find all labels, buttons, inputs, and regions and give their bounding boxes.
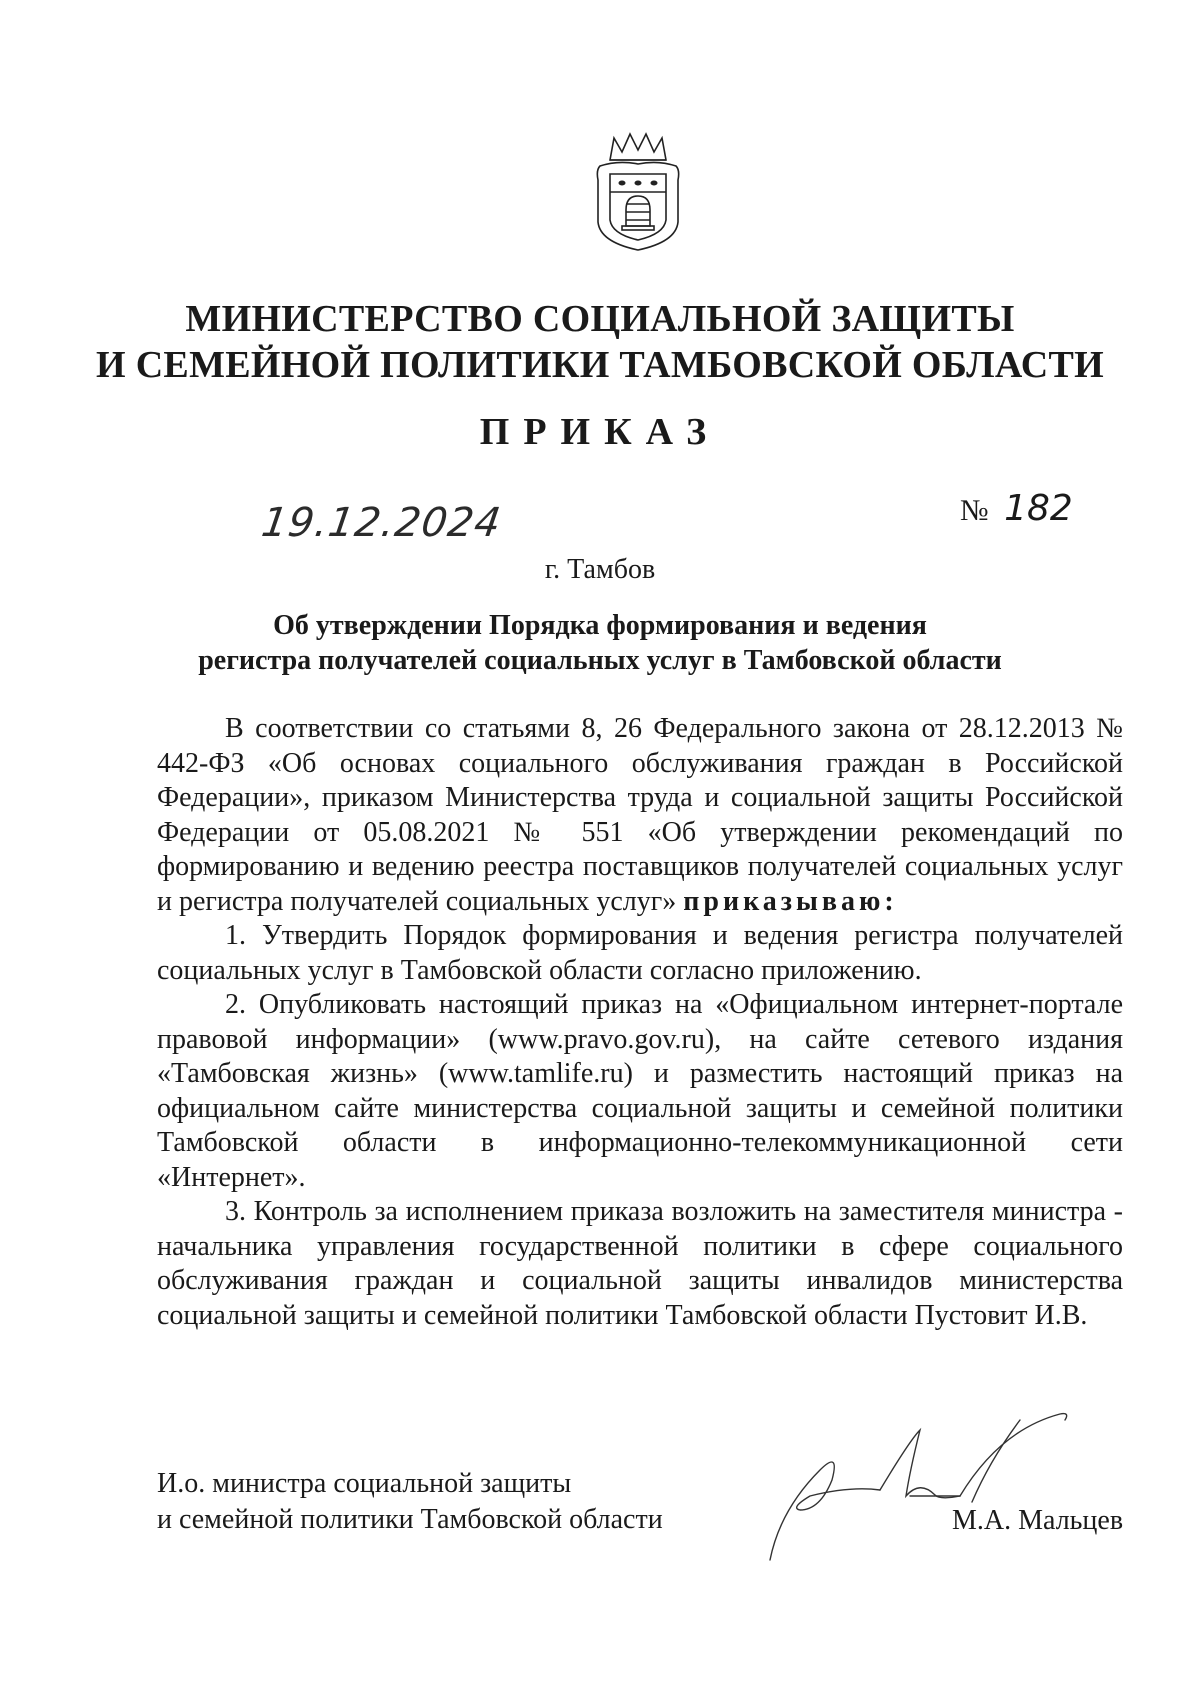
preamble-text: В соответствии со статьями 8, 26 Федерального закона от 28.12.2013 № 442-ФЗ «Об основах социального обслуживания граждан в Российской Федерации», приказом Министерства труда и социальной защиты Российской Федерации от 05.08.2021 № 551 «Об утверждении рекомендаций по формированию и ведению реестра поставщиков получателей социальных услуг и регистра получателей социальных услуг»: [157, 713, 1123, 917]
subject-line1: Об утверждении Порядка формирования и ведения: [273, 610, 927, 641]
item-3: 3. Контроль за исполнением приказа возложить на заместителя министра - начальника управления государственной политики в сфере социального обслуживания граждан и социальной защиты инвалидов министерства социальной защиты и семейной политики Тамбовской области Пустовит И.В.: [157, 1196, 1123, 1331]
signatory-position-line2: и семейной политики Тамбовской области: [157, 1504, 663, 1535]
signatory-name: М.А. Мальцев: [952, 1505, 1124, 1536]
organization-title-line1: МИНИСТЕРСТВО СОЦИАЛЬНОЙ ЗАЩИТЫ: [185, 298, 1015, 340]
handwritten-signature: [760, 1400, 1090, 1570]
document-date: 19.12.2024: [258, 500, 505, 546]
subject-line2: регистра получателей социальных услуг в Тамбовской области: [198, 645, 1002, 676]
preamble-paragraph: [157, 712, 1123, 919]
city: г. Тамбов: [544, 554, 656, 585]
number-value: 182: [1004, 488, 1073, 529]
document-number: [960, 488, 1073, 529]
organization-title-line2: И СЕМЕЙНОЙ ПОЛИТИКИ ТАМБОВСКОЙ ОБЛАСТИ: [96, 344, 1104, 386]
signatory-position-line1: И.о. министра социальной защиты: [157, 1468, 572, 1499]
organization-title: [0, 296, 1200, 388]
document-type: ПРИКАЗ: [479, 411, 721, 453]
coat-of-arms-icon: [588, 130, 688, 254]
document-body: [157, 712, 1123, 1333]
order-word: приказываю:: [683, 885, 898, 917]
item-2: 2. Опубликовать настоящий приказ на «Официальном интернет-портале правовой информации» (www.pravo.gov.ru), на сайте сетевого издания «Тамбовская жизнь» (www.tamlife.ru) и разместить настоящий приказ на официальном сайте министерства социальной защиты и семейной политики Тамбовской области в информационно-телекоммуникационной сети «Интернет».: [157, 989, 1123, 1193]
signatory-position: [157, 1466, 663, 1538]
item-1: 1. Утвердить Порядок формирования и ведения регистра получателей социальных услуг в Тамбовской области согласно приложению.: [157, 920, 1123, 986]
number-sign: №: [960, 494, 989, 527]
document-subject: [0, 608, 1200, 678]
